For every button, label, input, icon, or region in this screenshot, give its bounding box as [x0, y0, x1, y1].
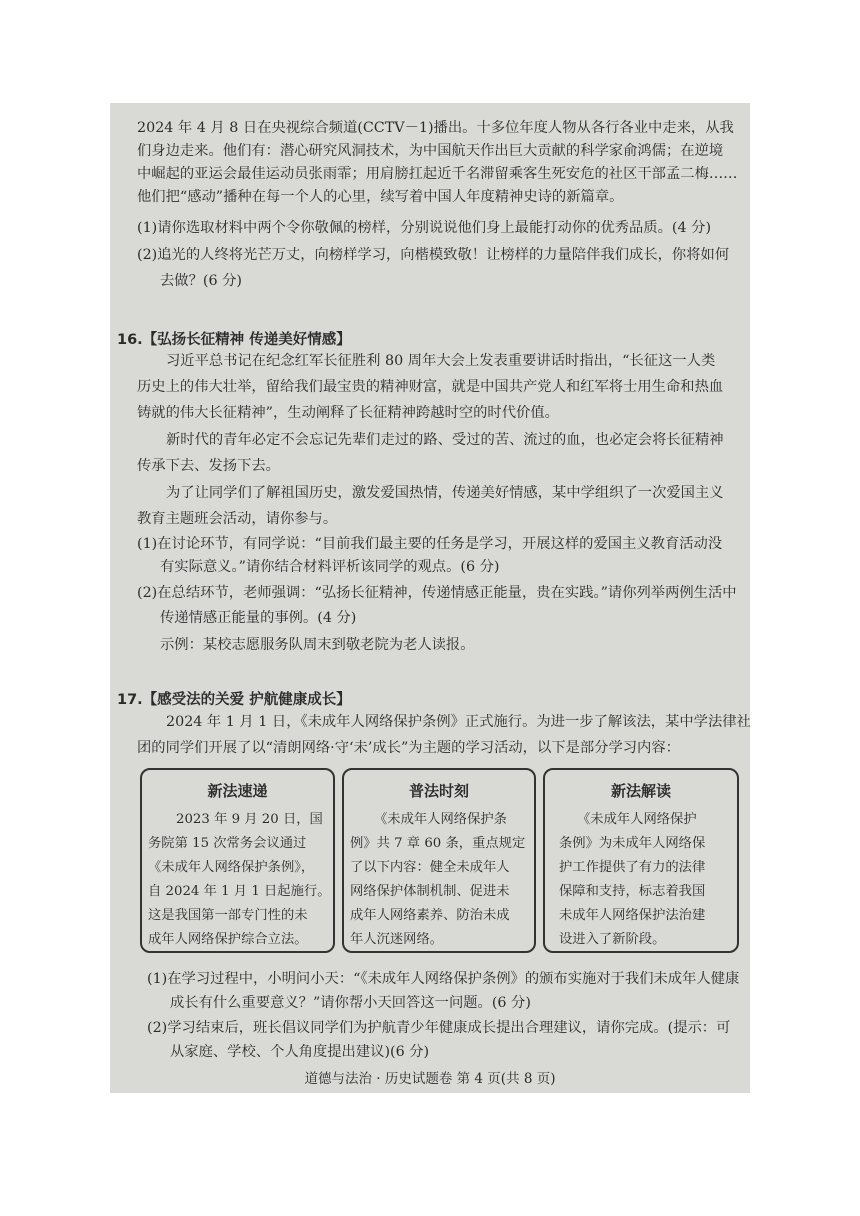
q17-line: 团的同学们开展了以“清朗网络·守‘未’成长”为主题的学习活动，以下是部分学习内容：: [137, 740, 680, 756]
intro-line: 2024 年 4 月 8 日在央视综合频道(CCTV－1)播出。十多位年度人物从各行各业中走来，从我: [137, 120, 734, 136]
box-line: 网络保护体制机制、促进未: [350, 884, 510, 899]
box-line: 年人沉迷网络。: [350, 932, 444, 947]
box-line: 《未成年人网络保护条: [374, 812, 507, 827]
info-box-new-law: [140, 768, 335, 953]
intro-line: 中崛起的亚运会最佳运动员张雨霏；用肩膀扛起近千名滞留乘客生死安危的社区干部孟二梅……: [137, 166, 738, 182]
info-box-law-interpretation: [543, 768, 739, 953]
q17-line: 2024 年 1 月 1 日，《未成年人网络保护条例》正式施行。为进一步了解该法，某中学法律社: [166, 714, 751, 730]
question-16-2: (2)在总结环节，老师强调：“弘扬长征精神，传递情感正能量，贵在实践。”请你列举两例生活中: [137, 585, 737, 601]
box-title: 新法解读: [610, 782, 671, 800]
box-line: 《未成年人网络保护: [577, 812, 697, 827]
box-line: 成年人网络素养、防治未成: [350, 908, 510, 923]
question-16-2-cont: 传递情感正能量的事例。(4 分): [160, 610, 357, 626]
q16-line: 历史上的伟大壮举，留给我们最宝贵的精神财富，就是中国共产党人和红军将士用生命和热血: [137, 379, 724, 395]
question-17-title: 17.【感受法的关爱 护航健康成长】: [117, 692, 351, 708]
question-17-2-cont: 从家庭、学校、个人角度提出建议)(6 分): [170, 1044, 430, 1060]
box-line: 例》共 7 章 60 条，重点规定: [350, 836, 526, 851]
question-17-1-cont: 成长有什么重要意义？”请你帮小天回答这一问题。(6 分): [170, 995, 531, 1011]
box-line: 了以下内容：健全未成年人: [350, 860, 510, 875]
box-line: 未成年人网络保护法治建: [559, 908, 706, 923]
q16-line: 铸就的伟大长征精神”，生动阐释了长征精神跨越时空的时代价值。: [137, 405, 559, 421]
q16-line: 传承下去、发扬下去。: [137, 458, 280, 474]
q16-line: 习近平总书记在纪念红军长征胜利 80 周年大会上发表重要讲话时指出，“长征这一人类: [166, 353, 716, 369]
box-line: 自 2024 年 1 月 1 日起施行。: [148, 884, 331, 899]
info-box-law-moment: [342, 768, 536, 953]
question-17-2: (2)学习结束后，班长倡议同学们为护航青少年健康成长提出合理建议，请你完成。(提示：可: [147, 1020, 731, 1036]
question-15-1: (1)请你选取材料中两个令你敬佩的榜样，分别说说他们身上最能打动你的优秀品质。(4 分): [137, 220, 712, 236]
box-line: 《未成年人网络保护条例》，: [148, 860, 315, 875]
q16-line: 为了让同学们了解祖国历史，激发爱国热情，传递美好情感，某中学组织了一次爱国主义: [166, 485, 724, 501]
box-title: 普法时刻: [408, 782, 469, 800]
box-line: 2023 年 9 月 20 日，国: [176, 812, 323, 827]
q16-line: 教育主题班会活动，请你参与。: [137, 511, 338, 527]
intro-line: 们身边走来。他们有：潜心研究风洞技术，为中国航天作出巨大贡献的科学家俞鸿儒；在逆境: [137, 143, 724, 159]
q16-line: 新时代的青年必定不会忘记先辈们走过的路、受过的苦、流过的血，也必定会将长征精神: [166, 432, 724, 448]
question-15-2-cont: 去做？(6 分): [160, 273, 242, 289]
q16-example: 示例：某校志愿服务队周末到敬老院为老人读报。: [160, 637, 475, 653]
box-line: 务院第 15 次常务会议通过: [148, 836, 307, 851]
question-16-title: 16.【弘扬长征精神 传递美好情感】: [117, 332, 351, 348]
box-line: 设进入了新阶段。: [559, 932, 666, 947]
box-title: 新法速递: [207, 782, 268, 800]
question-17-1: (1)在学习过程中，小明问小天：“《未成年人网络保护条例》的颁布实施对于我们未成年人健康: [147, 971, 740, 987]
page-footer: 道德与法治 · 历史试题卷 第 4 页(共 8 页): [304, 1071, 556, 1087]
box-line: 护工作提供了有力的法律: [559, 860, 706, 875]
box-line: 条例》为未成年人网络保: [559, 836, 706, 851]
box-line: 这是我国第一部专门性的未: [148, 908, 308, 923]
box-line: 成年人网络保护综合立法。: [148, 932, 308, 947]
intro-line: 他们把“感动”播种在每一个人的心里，续写着中国人年度精神史诗的新篇章。: [137, 189, 624, 205]
question-15-2: (2)追光的人终将光芒万丈，向榜样学习，向楷模致敬！让榜样的力量陪伴我们成长，你将如何: [137, 247, 730, 263]
question-16-1: (1)在讨论环节，有同学说：“目前我们最主要的任务是学习，开展这样的爱国主义教育活动没: [137, 536, 723, 552]
question-16-1-cont: 有实际意义。”请你结合材料评析该同学的观点。(6 分): [160, 559, 500, 575]
box-line: 保障和支持，标志着我国: [559, 884, 706, 899]
